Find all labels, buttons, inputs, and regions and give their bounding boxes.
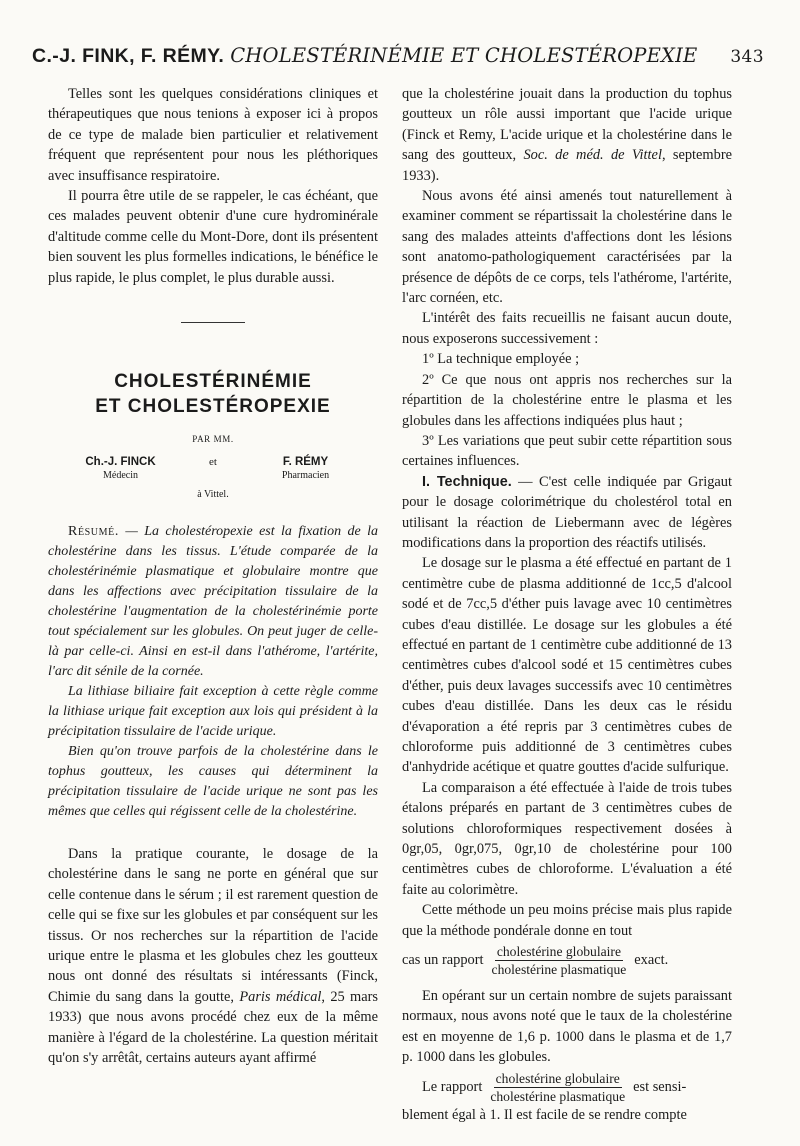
ratio-line: Le rapport $\frac{\text{cholestérine globulaire}}{\text{cholestérine plasmatique}}$ est sensi- — [422, 1070, 687, 1104]
list-item: 1º La technique employée ; — [422, 351, 580, 368]
paragraph: En opérant sur un certain nombre de sujets paraissant normaux, nous avons noté que le taux de la cholestérine est en moyenne de 1,6 p. 1000 dans le plasma et de 1,7 p. 1000 dans les globules. — [402, 988, 732, 1066]
author-1-role: Médecin — [103, 470, 138, 482]
abstract — [48, 522, 378, 822]
abstract-text: — La cholestéropexie est la fixation de la cholestérine dans les tissus. L'étude comparée de la cholestérinémie plasmatique et globulaire montre que dans les affections avec précipitation tissulaire de la cholestérine l'augmentation de la cholestérinémie porte tout spécialement sur les globules. On peut juger de celle-là par celle-ci. Ainsi en est-il dans l'athérome, l'artérite, l'arc dit sénile de la cornée. — [48, 523, 378, 679]
abstract-label: Résumé. — [68, 523, 119, 539]
paragraph: que la cholestérine jouait dans la production du tophus goutteux un rôle aussi important que l'acide urique (Finck et Remy, L'acide urique et la cholestérine dans le sang des goutteux, Soc. de méd. de Vittel, septembre 1933). — [402, 86, 733, 184]
left-column — [48, 84, 378, 1068]
paragraph: Le dosage sur le plasma a été effectué en partant de 1 centimètre cube de plasma additionné de 1cc,5 d'alcool sodé et de 7cc,5 d'éther puis lavage avec 10 centimètres cubes d'eau distillée. Le dosage sur les globules a été effectué en partant de 1 centimètre cube additionné de 13 centimètres cubes d'alcool sodé et 15 centimètres cubes d'éther, puis deux lavages successifs avec 10 centimètres cubes d'eau distillée. Dans les deux cas le résidu d'évaporation a été repris par 3 centimètres cubes de chloroforme puis additionné de 3 centimètres cubes d'anhydride acétique et quatre gouttes d'acide sulfurique. — [402, 555, 732, 776]
citation-journal: Paris médical — [239, 988, 322, 1005]
section-heading: I. Technique. — [422, 473, 512, 490]
authors-block — [48, 455, 378, 483]
abstract-text: Bien qu'on trouve parfois de la cholestérine dans le tophus goutteux, les causes qui déterminent la précipitation tissulaire de l'acide urique ne sont pas les mêmes que celles qui régissent celle de la cholestérine. — [48, 743, 378, 819]
by-line: PAR MM. — [192, 434, 234, 445]
author-2-name: F. RÉMY — [282, 456, 329, 469]
ratio-fraction: $\frac{\text{cholestérine globulaire}}{\text{cholestérine plasmatique}}$ — [490, 1070, 626, 1104]
paragraph: Nous avons été ainsi amenés tout naturellement à examiner comment se répartissait la cholestérine dans le sang des malades atteints d'affections dont les lésions sont anatomo-pathologiquement caractérisées par la présence de dépôts de ce corps, tels l'athérome, l'artérite, l'arc cornéen, etc. — [402, 188, 732, 307]
header-authors: C.-J. FINK, F. RÉMY. — [32, 45, 225, 67]
header-article-title: CHOLESTÉRINÉMIE ET CHOLESTÉROPEXIE — [230, 44, 698, 67]
paragraph: Dans la pratique courante, le dosage de la cholestérine dans le sang ne porte en général que sur celle contenue dans le sérum ; il est rarement question de celle qui se fixe sur les globules et par conséquent sur les tissus. Or nos recherches sur la répartition de l'acide urique entre le plasma et les globules chez les goutteux nous ont donné des résultats si intéressants (Finck, Chimie du sang dans la goutte, Paris médical, 25 mars 1933) que nous avons procédé chez eux de la même manière à l'égard de la cholestérine. La question méritait qu'on s'y arrêtât, certains auteurs ayant affirmé — [48, 845, 378, 1066]
abstract-text: La lithiase biliaire fait exception à cette règle comme la lithiase urique fait exception aux lois qui président à la précipitation tissulaire de l'acide urique. — [48, 683, 378, 739]
paragraph: Telles sont les quelques considérations cliniques et thérapeutiques que nous tenions à exposer ici à propos de ce type de malade bien particulier et relativement fréquent que représentent pour nous les pléthoriques avec insuffisance respiratoire. — [48, 86, 378, 184]
running-header — [32, 44, 764, 74]
header-title-line — [32, 44, 697, 68]
section-divider — [181, 322, 245, 323]
citation-journal: Soc. de méd. de Vittel — [523, 147, 662, 164]
paragraph: Cette méthode un peu moins précise mais plus rapide que la méthode pondérale donne en tout — [402, 902, 732, 939]
ratio-line: cas un rapport $\frac{\text{cholestérine globulaire}}{\text{cholestérine plasmatique}}$ exact. — [402, 944, 669, 978]
article-title-line-2: ET CHOLESTÉROPEXIE — [95, 396, 331, 418]
page-number: 343 — [730, 47, 764, 67]
paragraph: blement égal à 1. Il est facile de se rendre compte — [402, 1106, 687, 1123]
article-title-line-1: CHOLESTÉRINÉMIE — [114, 371, 312, 393]
author-2-role: Pharmacien — [281, 470, 330, 482]
author-1-name: Ch.-J. FINCK — [85, 456, 156, 469]
affiliation-place: à Vittel. — [197, 489, 229, 501]
section-paragraph: I. Technique. — C'est celle indiquée par Grigaut pour le dosage colorimétrique du cholestérol total en utilisant la réaction de Liebermann avec de légères modifications dans la proportion des réactifs utilisés. — [402, 473, 732, 551]
and-word: et — [209, 456, 217, 469]
paragraph: L'intérêt des faits recueillis ne faisant aucun doute, nous exposerons successivement : — [402, 310, 732, 347]
list-item: 2º Ce que nous ont appris nos recherches sur la répartition de la cholestérine entre le plasma et les globules dans les affections indiquées plus haut ; — [402, 371, 732, 429]
list-item: 3º Les variations que peut subir cette répartition sous certaines influences. — [402, 432, 732, 470]
paragraph: Il pourra être utile de se rappeler, le cas échéant, que ces malades peuvent obtenir d'une cure hydrominérale d'altitude comme celle du Mont-Dore, dont ils présentent bien souvent les plus formelles indications, le bénéfice le plus rapide, le plus complet, le plus durable aussi. — [48, 188, 378, 286]
ratio-fraction: $\frac{\text{cholestérine globulaire}}{\text{cholestérine plasmatique}}$ — [491, 944, 627, 978]
right-column — [402, 84, 732, 1125]
paragraph: La comparaison a été effectuée à l'aide de trois tubes étalons préparés en partant de 3 centimètres cubes de solutions chloroformiques respectivement dosées à 0gr,05, 0gr,075, 0gr,10 de cholestérine pour 100 centimètres cubes de chloroforme. L'évaluation a été faite au colorimètre. — [402, 779, 732, 898]
